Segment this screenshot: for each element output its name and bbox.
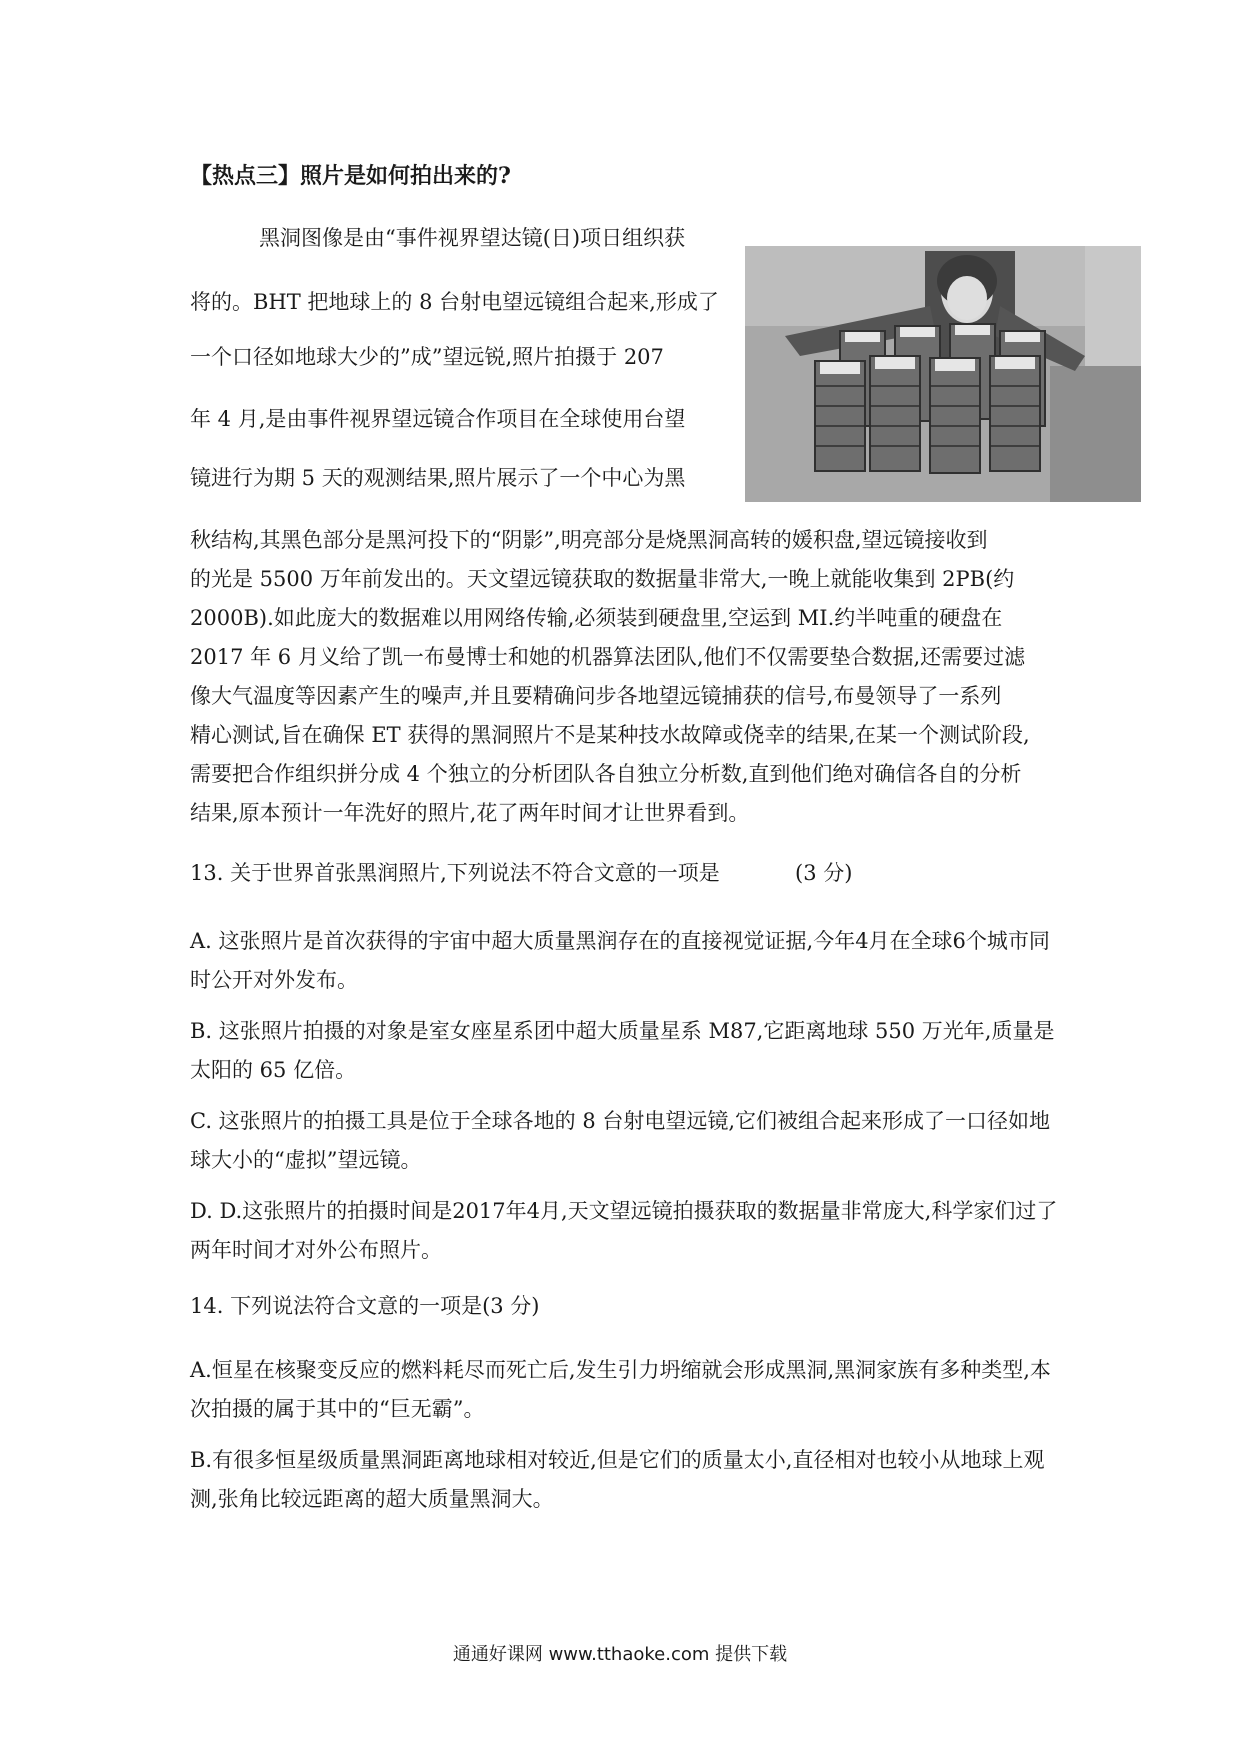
passage-line: 年 4 月,是由事件视界望远镜合作项目在全球使用台望 [190,407,686,431]
question-14-stem: 14. 下列说法符合文意的一项是(3 分) [190,1294,540,1318]
passage-line: 一个口径如地球大少的”成”望远锐,照片拍摄于 207 [190,345,664,369]
question-13-points: (3 分) [795,861,853,885]
passage-line: 像大气温度等因素产生的噪声,并且要精确问步各地望远镜捕获的信号,布曼领导了一系列 [190,684,1002,708]
passage-line: 精心测试,旨在确保 ET 获得的黑洞照片不是某种技水故障或侥幸的结果,在某一个测试阶段, [190,723,1030,747]
passage-line: 黑洞图像是由“事件视界望达镜(日)项日组织获 [259,226,686,250]
question-13-option-b: B. 这张照片拍摄的对象是室女座星系团中超大质量星系 M87,它距离地球 550 万光年,质量是太阳的 65 亿倍。 [190,1019,1055,1082]
passage-line: 2017 年 6 月义给了凯一布曼博士和她的机器算法团队,他们不仅需要垫合数据,还需要过滤 [190,645,1026,669]
passage-line: 秋结构,其黑色部分是黑河投下的“阴影”,明亮部分是烧黑洞高转的媛积盘,望远镜接收到 [190,528,988,552]
question-13-option-d: D. D.这张照片的拍摄时间是2017年4月,天文望远镜拍摄获取的数据量非常庞大,科学家们过了两年时间才对外公布照片。 [190,1199,1058,1262]
passage-line: 的光是 5500 万年前发出的。天文望远镜获取的数据量非常大,一晚上就能收集到 2PB(约 [190,567,1015,591]
section-heading: 【热点三】照片是如何拍出来的? [190,163,511,189]
passage-line: 需要把合作组织拼分成 4 个独立的分析团队各自独立分析数,直到他们绝对确信各自的分析 [190,762,1022,786]
question-13-option-a: A. 这张照片是首次获得的宇宙中超大质量黑润存在的直接视觉证据,今年4月在全球6个城市同时公开对外发布。 [190,929,1050,992]
question-14-option-b: B.有很多恒星级质量黑洞距离地球相对较近,但是它们的质量太小,直径相对也较小从地球上观测,张角比较远距离的超大质量黑洞大。 [190,1448,1045,1511]
question-13-stem: 13. 关于世界首张黑润照片,下列说法不符合文意的一项是 [190,861,720,885]
question-13-option-c: C. 这张照片的拍摄工具是位于全球各地的 8 台射电望远镜,它们被组合起来形成了一口径如地球大小的“虚拟”望远镜。 [190,1109,1051,1172]
hard-drives-photo [745,246,1141,502]
passage-line: 2000B).如此庞大的数据难以用网络传输,必须装到硬盘里,空运到 MI.约半吨重的硬盘在 [190,606,1003,630]
passage-line: 结果,原本预计一年洗好的照片,花了两年时间才让世界看到。 [190,801,750,825]
page-footer: 通通好课网 www.tthaoke.com 提供下载 [452,1644,788,1665]
passage-line: 镜进行为期 5 天的观测结果,照片展示了一个中心为黑 [190,466,686,490]
passage-line: 将的。BHT 把地球上的 8 台射电望远镜组合起来,形成了 [190,290,719,314]
question-14-option-a: A.恒星在核聚变反应的燃料耗尽而死亡后,发生引力坍缩就会形成黑洞,黑洞家族有多种类型,本次拍摄的属于其中的“巨无霸”。 [190,1358,1051,1421]
